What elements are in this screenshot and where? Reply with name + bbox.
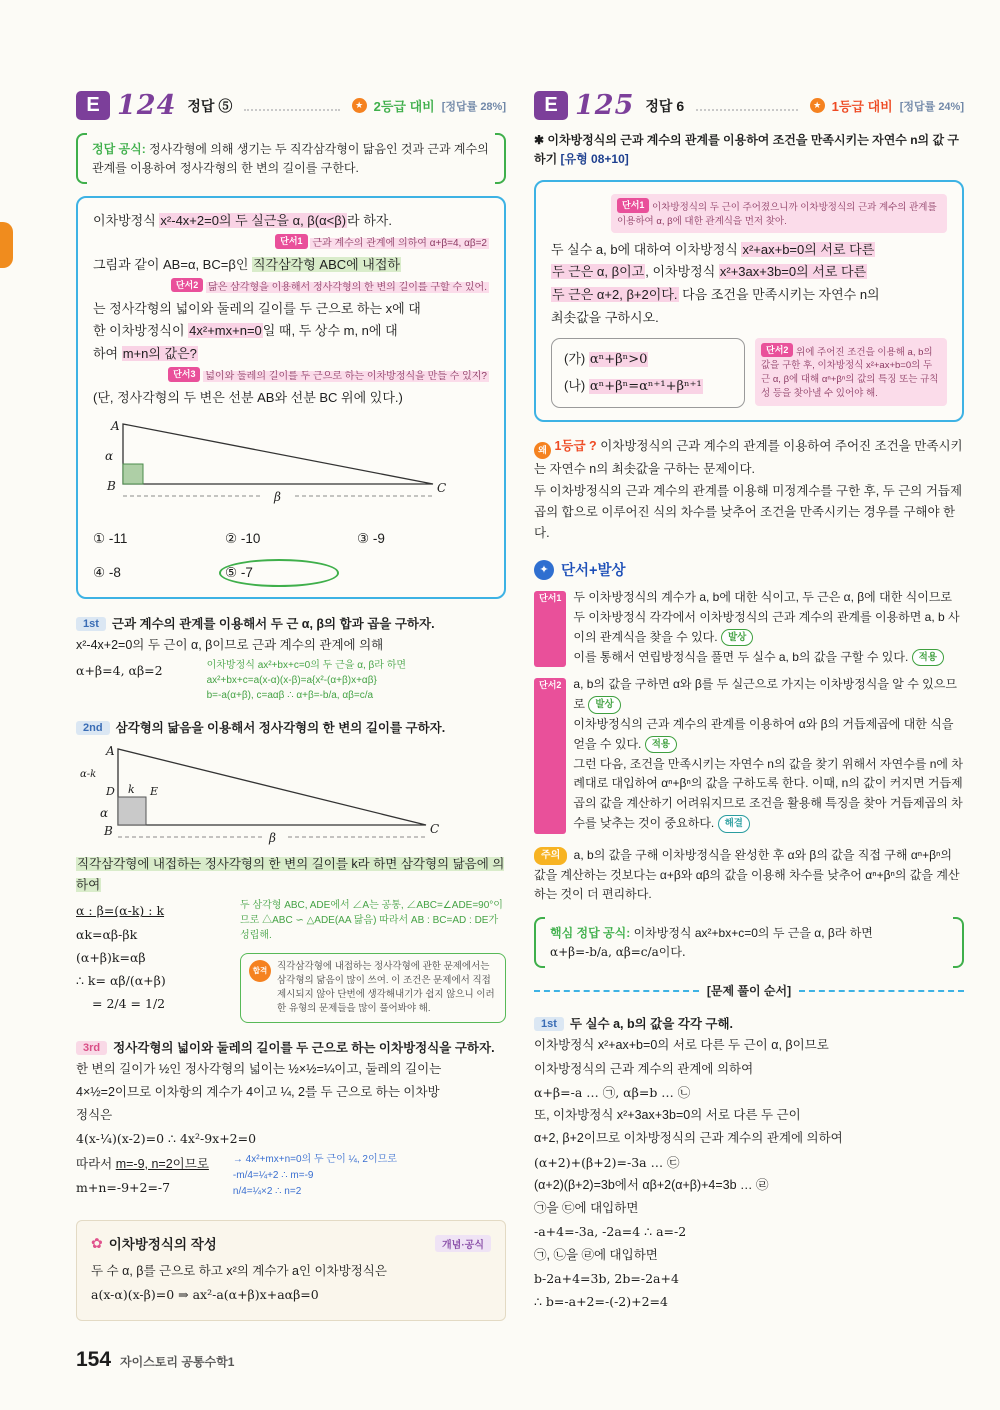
clue-idea-row-2 [534,675,964,833]
problem-line: 최솟값을 구하시오. [551,309,659,325]
step2-equation: α : β=(α-k) : k [76,903,165,919]
clue-text: 그런 다음, 조건을 만족시키는 자연수 n의 값을 찾기 위해서 자연수를 n에 차례대로 대입하여 αⁿ+βⁿ의 값을 구하도록 한다. 이때, n의 값이 커지면 거듭제곱의 값을 계산하기 어려워지므로 조건을 활용해 특징을 찾아 거듭제곱의 차수를 낮추는 것이 중요하다. [573,756,963,830]
key-formula-label: 핵심 정답 공식: [550,926,631,941]
answer-formula-text: 정사각형에 의해 생기는 두 직각삼각형이 닮음인 것과 근과 계수의 관계를 이용하여 정사각형의 한 변의 길이를 구한다. [92,142,489,175]
side-note-green: ax²+bx+c=a(x-α)(x-β)=a{x²-(α+β)x+αβ} [206,674,377,686]
fig2-label-alpha: α [100,805,109,820]
problem-letter-badge: E [534,91,568,120]
step2-highlight [76,854,506,897]
idea-tag: 발상 [588,696,620,714]
grade-star-icon: ★ [810,98,825,113]
step3-line: 한 변의 길이가 ½인 정사각형의 넓이는 ½×½=¼이고, 둘레의 길이는 [76,1061,442,1076]
problem-text: 이차방정식 [93,213,160,229]
problem-line [93,343,489,366]
fig2-label-beta: β [269,830,276,845]
clue2-badge: 단서2 [534,678,566,833]
solution-step-2 [76,718,506,1023]
clue1-badge: 단서1 [534,591,566,667]
why-line [534,436,964,480]
page-number: 154 [76,1348,112,1371]
problem-header-e125 [534,90,964,121]
concept-box [76,1220,506,1321]
clue-text: 이차방정식의 근과 계수의 관계를 이용하여 α와 β의 거듭제곱에 대한 식을 얻을 수 있다. [573,716,954,751]
problem-line [551,261,947,284]
problem-box-e124 [76,196,506,599]
solution-equation: -a+4=-3a, -2a=4 ∴ a=-2 [534,1224,687,1240]
problem-text: 그림과 같이 AB=α, BC=β인 [93,256,252,272]
clue2-text: 닮은 삼각형을 이용해서 정사각형의 한 변의 길이를 구할 수 있어. [208,281,487,293]
caution-badge: 주의 [534,847,567,866]
underlined-result: m=-9, n=2이므로 [115,1156,209,1171]
choice-2: ② -10 [225,531,261,547]
answer-choices [93,527,489,584]
dashed-line [799,990,964,992]
page-edge-tab [0,222,13,268]
why-grade-label: 1등급 ? [554,438,597,453]
step3-conclusion [76,1154,209,1175]
fig2-label-k: k [128,782,135,796]
problem-condition: (단, 정사각형의 두 변은 선분 AB와 선분 BC 위에 있다.) [93,389,403,405]
highlighted-formula: 두 근은 α+2, β+2이다. [552,287,678,303]
answer-label: 정답 6 [645,97,685,114]
step2-title: 삼각형의 닮음을 이용해서 정사각형의 한 변의 길이를 구하자. [115,720,446,735]
problem-line [551,284,947,307]
subtitle-text: ✱ 이차방정식의 근과 계수의 관계를 이용하여 조건을 만족시키는 자연수 n의 값 구하기 [534,133,960,166]
solution-step-1 [76,614,506,703]
triangle-figure [93,416,453,510]
step2-equation: ∴ k= αβ/(α+β) [76,973,166,989]
solution-equation: α+β=-a … ㉠, αβ=b … ㉡ [534,1084,691,1100]
step1-badge: 1st [76,617,106,631]
step2-equation: = 2/4 = 1/2 [92,996,166,1012]
book-title: 자이스토리 공통수학1 [120,1355,235,1369]
step2-equation: αk=αβ-βk [76,926,138,942]
why-text: 이차방정식의 근과 계수의 관계를 이용하여 주어진 조건을 만족시키는 자연수 n의 최솟값을 구하는 문제이다. [534,438,963,476]
problem-line [93,254,489,277]
caution-section [534,846,964,905]
solution-line: 또, 이차방정식 x²+3ax+3b=0의 서로 다른 두 근이 [534,1108,801,1123]
why-icon: 왜 [534,442,551,459]
fig2-label-B: B [104,823,113,838]
answer-rate: [정답률 24%] [899,100,964,113]
clue-idea-title: 단서+발상 [561,563,626,580]
divider-label: [문제 풀이 순서] [706,984,792,999]
clue3-text: 넓이와 둘레의 길이를 두 근으로 하는 이차방정식을 만들 수 있지? [205,370,487,382]
choice-4: ④ -8 [93,565,121,581]
fig-label-A: A [111,418,120,433]
fig-label-B: B [107,478,116,493]
clue3-badge: 단서3 [168,367,200,382]
green-highlighted-text: 직각삼각형에 내접하는 정사각형의 한 변의 길이를 k라 하면 삼각형의 닮음에 의하여 [76,856,505,893]
fig2-label-alpha-minus-k: α-k [80,768,97,780]
step2-badge: 2nd [76,721,110,735]
solution-equation: b-2a+4=3b, 2b=-2a+4 [534,1270,679,1286]
problem-line [93,320,489,343]
why-line: 두 이차방정식의 근과 계수의 관계를 이용해 미정계수를 구한 후, 두 근의 거듭제곱의 합으로 이루어진 식의 차수를 낮추어 조건을 만족시키는 경우를 구해야 한다. [534,484,963,540]
condition-formula: αⁿ+βⁿ=αⁿ⁺¹+βⁿ⁺¹ [589,378,702,394]
problem-text: 일 때, 두 상수 m, n에 대 [262,323,398,339]
final-answer-equation: m+n=-9+2=-7 [76,1179,171,1195]
solution-line: 이차방정식의 근과 계수의 관계에 의하여 [534,1061,754,1076]
clue1-note [611,194,947,233]
problem-text: , 이차방정식 [645,264,719,280]
highlighted-formula: x²+3ax+3b=0의 서로 다른 [719,264,867,280]
type-tag: [유형 08+10] [560,151,629,166]
choice-3: ③ -9 [357,531,385,547]
right-column [534,90,964,1314]
key-formula-text: 이차방정식 ax²+bx+c=0의 두 근을 α, β라 하면 [633,926,873,941]
tip-icon: 합격 [249,960,271,982]
highlighted-formula: x²+ax+b=0의 서로 다른 [742,241,875,257]
clue-idea-row-1 [534,588,964,667]
dotted-leader [244,100,339,111]
clue2-note [93,278,489,295]
idea-tag: 발상 [721,629,753,647]
concept-formula: a(x-α)(x-β)=0 ⇒ ax²-a(α+β)x+aαβ=0 [91,1287,319,1303]
concept-box-header [91,1233,491,1253]
problem-figure [93,416,489,518]
highlighted-formula: 4x²+mx+n=0 [189,323,262,339]
green-highlighted-text: 직각삼각형 ABC에 내접하 [253,256,400,272]
clue1-badge: 단서1 [617,198,649,213]
step2-equation: (α+β)k=αβ [76,949,146,965]
problem-number: 124 [117,90,177,121]
clue1-badge: 단서1 [275,234,307,249]
problem-text: 다음 조건을 만족시키는 자연수 n의 [678,287,880,303]
step3-title: 정사각형의 넓이와 둘레의 길이를 두 근으로 하는 이차방정식을 구하자. [113,1040,495,1055]
clue1-text: 근과 계수의 관계에 의하여 α+β=4, αβ=2 [312,237,487,249]
problem-text: 라 하자. [347,213,392,229]
clue-text: 두 이차방정식의 계수가 a, b에 대한 식이고, 두 근은 α, β에 대한 식이므로 두 이차방정식 각각에서 이차방정식의 근과 계수의 관계를 이용하면 a, b 사이의 관계식을 찾을 수 있다. [573,590,960,644]
blue-side-note: -m/4=¼+2 ∴ m=-9 [232,1169,314,1181]
problem-line [93,210,489,233]
fig-label-beta: β [274,489,281,504]
apply-tag: 적용 [912,649,944,667]
caution-text: a, b의 값을 구해 이차방정식을 완성한 후 α와 β의 값을 직접 구해 αⁿ+βⁿ의 값을 계산하는 것보다는 α+β와 αβ의 값을 이용해 차수를 낮추어 αⁿ+βⁿ의 값을 계산하는 것이 더 편리하다. [534,847,960,902]
text: 따라서 [76,1156,116,1171]
key-formula-box [534,917,964,968]
choice-5-correct: ⑤ -7 [225,561,357,585]
highlighted-formula: x²-4x+2=0의 두 실근을 α, β(α<β) [160,213,347,229]
grade-label: 1등급 대비 [831,99,893,114]
clue1-note [93,234,489,251]
problem-line: 는 정사각형의 넓이와 둘레의 길이를 두 근으로 하는 x에 대 [93,300,421,316]
condition-box [551,338,745,408]
blue-side-note: → 4x²+mx+n=0의 두 근이 ¼, 2이므로 [232,1153,397,1165]
clue2-body [573,675,964,833]
highlighted-formula: 두 근은 α, β이고 [552,264,645,280]
condition-label: (나) [564,377,589,393]
step1-line: x²-4x+2=0의 두 근이 α, β이므로 근과 계수의 관계에 의해 [76,637,384,652]
step3-badge: 3rd [76,1041,107,1055]
grade-label: 2등급 대비 [373,99,435,114]
solution-line: ㉠을 ㉢에 대입하면 [534,1201,639,1216]
step1-title: 근과 계수의 관계를 이용해서 두 근 α, β의 합과 곱을 구하자. [111,616,435,631]
left-column [76,90,506,1321]
solution-equation: (α+2)+(β+2)=-3a … ㉢ [534,1154,680,1170]
clue2-note [755,338,947,406]
condition-area [551,338,947,408]
condition-formula: αⁿ+βⁿ>0 [589,351,648,367]
clue2-text: 위에 주어진 조건을 이용해 a, b의 값을 구한 후, 이차방정식 x²+ax+b=0의 두 근 α, β에 대해 αⁿ+βⁿ의 값의 특징 또는 규칙성 등을 찾아낼 수 있어야 해. [761,346,939,400]
flower-icon: ✿ [91,1234,103,1251]
solution-order-divider [534,982,964,999]
clue-text: a, b의 값을 구하면 α와 β를 두 실근으로 가지는 이차방정식을 알 수 있으므로 [573,677,957,712]
step1-badge: 1st [534,1017,564,1031]
fig2-label-D: D [106,784,115,798]
solve-tag: 해결 [718,815,750,833]
fig2-label-E: E [150,784,159,798]
blue-side-note: n/4=¼×2 ∴ n=2 [232,1185,302,1197]
problem-text: 두 실수 a, b에 대하여 이차방정식 [551,241,742,257]
dashed-line [534,990,699,992]
tip-text: 직각삼각형에 내접하는 정사각형에 관한 문제에서는 삼각형의 닮음이 많이 쓰여. 이 조건은 문제에서 직접 제시되지 않아 단번에 생각해내기가 쉽지 않으니 이러한 유형의 문제들을 많이 풀어봐야 해. [277,961,495,1014]
clue-idea-header [534,559,964,580]
answer-label: 정답 ⑤ [187,97,233,114]
solution-step-3 [76,1038,506,1201]
solution-step-1-e125 [534,1014,964,1312]
step1-equation: α+β=4, αβ=2 [76,662,163,678]
similarity-note: 두 삼각형 ABC, ADE에서 ∠A는 공통, ∠ABC=∠ADE=90°이므로 △ABC ∽ △ADE(AA 닮음) 따라서 AB : BC=AD : DE가 성립해. [240,900,503,942]
clue2-badge: 단서2 [761,343,793,358]
similar-triangle-figure [76,743,456,847]
problem-line [551,239,947,262]
problem-header-e124 [76,90,506,121]
step3-equation: 4(x-¼)(x-2)=0 ∴ 4x²-9x+2=0 [76,1131,257,1147]
side-note-green: b=-a(α+β), c=aαβ ∴ α+β=-b/a, αβ=c/a [206,689,374,701]
answer-rate: [정답률 28%] [441,100,506,113]
page-footer [76,1348,234,1372]
solution-line: (α+2)(β+2)=3b에서 αβ+2(α+β)+4=3b … ㉣ [534,1177,769,1192]
problem-text: 한 이차방정식이 [93,323,189,339]
solution-equation: ∴ b=-a+2=-(-2)+2=4 [534,1294,668,1310]
answer-formula-box [76,133,506,184]
step2-figure [76,743,506,852]
highlighted-formula: m+n의 값은? [122,346,197,362]
concept-title: 이차방정식의 작성 [108,1237,217,1252]
step1-title: 두 실수 a, b의 값을 각각 구해. [569,1017,734,1032]
apply-tag: 적용 [645,736,677,754]
clue1-body [573,588,964,667]
step3-line: 4×½=2이므로 이차항의 계수가 4이고 ¼, 2를 두 근으로 하는 이차방 [76,1084,440,1099]
concept-line: 두 수 α, β를 근으로 하고 x²의 계수가 a인 이차방정식은 [91,1264,387,1278]
key-formula-equation: α+β=-b/a, αβ=c/a이다. [550,944,686,959]
solution-line: 이차방정식 x²+ax+b=0의 서로 다른 두 근이 α, β이므로 [534,1038,829,1053]
clue1-text: 이차방정식의 두 근이 주어졌으니까 이차방정식의 근과 계수의 관계를 이용하여 α, β에 대한 관계식을 먼저 찾아. [617,202,937,227]
problem-number: 125 [575,90,635,121]
choice-1: ① -11 [93,531,128,547]
condition-label: (가) [564,350,589,366]
clue-text: 이를 통해서 연립방정식을 풀면 두 실수 a, b의 값을 구할 수 있다. [573,649,909,664]
fig-label-C: C [437,480,447,495]
problem-letter-badge: E [76,91,110,120]
idea-icon: ✦ [534,560,554,580]
condition-ga [564,346,732,373]
concept-tag: 개념·공식 [435,1235,491,1252]
side-note-green: 이차방정식 ax²+bx+c=0의 두 근을 α, β라 하면 [206,659,407,671]
fig2-label-A: A [106,743,115,758]
answer-formula-label: 정답 공식: [92,142,146,156]
clue2-badge: 단서2 [171,278,203,293]
tip-box [240,953,506,1022]
solution-line: ㉠, ㉡을 ㉣에 대입하면 [534,1247,658,1262]
fig-label-alpha: α [105,448,114,463]
problem-subtitle [534,131,964,168]
condition-na [564,373,732,400]
clue3-note [93,367,489,384]
step3-line: 정식은 [76,1108,113,1122]
why-grade-section [534,436,964,543]
grade-star-icon: ★ [352,98,367,113]
dotted-leader [696,100,798,111]
solution-line: α+2, β+2이므로 이차방정식의 근과 계수의 관계에 의하여 [534,1131,843,1146]
fig2-label-C: C [430,821,440,836]
problem-text: 하여 [93,346,122,362]
problem-box-e125 [534,180,964,422]
